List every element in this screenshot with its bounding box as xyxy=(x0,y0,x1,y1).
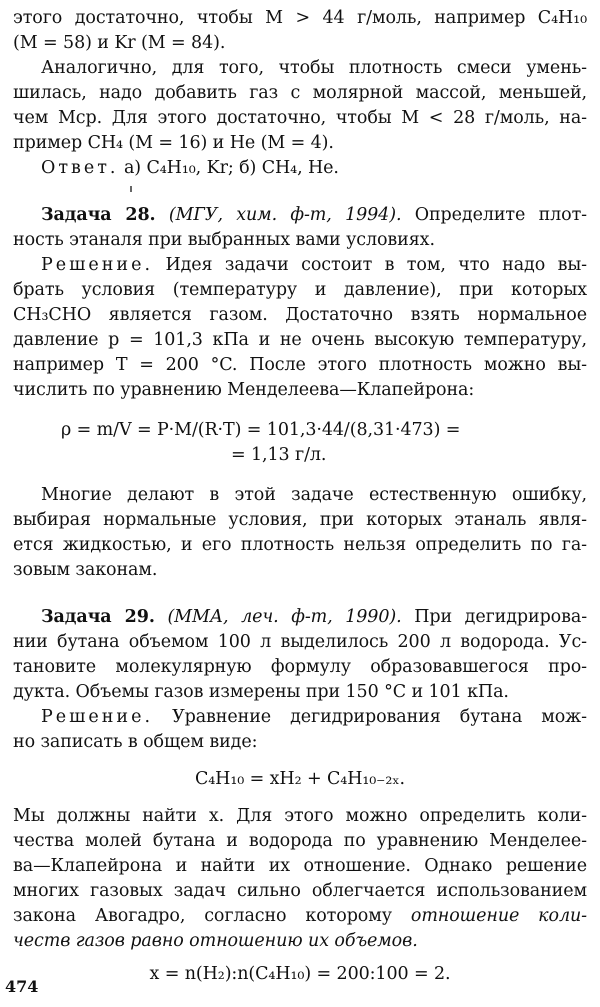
text-line: давление p = 101,3 кПа и не очень высокую температуру, xyxy=(13,330,587,350)
text-line: чем Mср. Для этого достаточно, чтобы M < 28 г/моль, на- xyxy=(13,108,587,128)
text-line: тановите молекулярную формулу образовавшегося про- xyxy=(13,657,587,677)
text-segment: закона Авогадро, согласно которому xyxy=(13,906,392,926)
text-line: выбирая нормальные условия, при которых этаналь явля- xyxy=(13,510,587,530)
solution-29-line xyxy=(13,705,587,730)
problem-28-source: (МГУ, хим. ф-т, 1994). xyxy=(155,205,402,225)
text-line: Многие делают в этой задаче естественную ошибку, xyxy=(41,485,587,505)
solution-label: Решение. xyxy=(41,255,154,275)
text-line: нии бутана объемом 100 л выделилось 200 л водорода. Ус- xyxy=(13,632,587,652)
text-line: брать условия (температуру и давление), при которых xyxy=(13,280,587,300)
solution-label: Решение. xyxy=(41,707,154,727)
answer-text: а) C₄H₁₀, Kr; б) CH₄, He. xyxy=(118,158,339,178)
problem-29-label: Задача 29. xyxy=(41,607,155,627)
text-line: этого достаточно, чтобы M > 44 г/моль, например C₄H₁₀ xyxy=(13,8,587,28)
scan-speck xyxy=(130,186,132,192)
text-line: дукта. Объемы газов измерены при 150 °C и 101 кПа. xyxy=(13,682,509,702)
density-result: = 1,13 г/л. xyxy=(231,445,327,465)
answer-label: Ответ. xyxy=(41,158,119,178)
text-line: пример CH₄ (M = 16) и He (M = 4). xyxy=(13,133,334,153)
problem-28-text: Определите плот- xyxy=(401,205,587,225)
problem-29-source: (ММА, леч. ф-т, 1990). xyxy=(154,607,402,627)
solution-text: Идея задачи состоит в том, что надо вы- xyxy=(153,255,587,275)
text-line: ва—Клапейрона и найти их отношение. Однако решение xyxy=(13,856,587,876)
solution-28-line xyxy=(13,253,587,278)
text-line: чества молей бутана и водорода по уравнению Менделее- xyxy=(13,831,587,851)
page-number: 474 xyxy=(5,977,39,996)
problem-29-heading xyxy=(13,605,587,630)
text-line: Мы должны найти x. Для этого можно определить коли- xyxy=(13,806,587,826)
text-line: Аналогично, для того, чтобы плотность смеси умень- xyxy=(41,58,587,78)
text-line: многих газовых задач сильно облегчается использованием xyxy=(13,881,587,901)
solution-text: Уравнение дегидрирования бутана мож- xyxy=(153,707,587,727)
text-line: зовым законам. xyxy=(13,560,158,580)
text-line: но записать в общем виде: xyxy=(13,732,258,752)
text-line: CH₃CHO является газом. Достаточно взять нормальное xyxy=(13,305,587,325)
text-line: честв газов равно отношению их объемов. xyxy=(13,931,418,951)
text-line: ность этаналя при выбранных вами условиях. xyxy=(13,230,435,250)
text-line: числить по уравнению Менделеева—Клапейрона: xyxy=(13,380,475,400)
italic-segment: отношение коли- xyxy=(391,906,587,926)
problem-29-text: При дегидрирова- xyxy=(401,607,588,627)
text-line: (M = 58) и Kr (M = 84). xyxy=(13,33,226,53)
ratio-equation: x = n(H₂):n(C₄H₁₀) = 200:100 = 2. xyxy=(149,964,451,984)
problem-28-heading xyxy=(13,203,587,228)
text-line: ется жидкостью, и его плотность нельзя определить по га- xyxy=(13,535,587,555)
text-line: шилась, надо добавить газ с молярной массой, меньшей, xyxy=(13,83,587,103)
text-line: например T = 200 °C. После этого плотность можно вы- xyxy=(13,355,587,375)
density-formula: ρ = m/V = P·M/(R·T) = 101,3·44/(8,31·473) = xyxy=(61,420,461,440)
problem-28-label: Задача 28. xyxy=(41,205,156,225)
dehydrogenation-equation: C₄H₁₀ = xH₂ + C₄H₁₀₋₂ₓ. xyxy=(194,769,406,789)
text-line xyxy=(13,904,587,929)
answer-line xyxy=(13,156,587,181)
